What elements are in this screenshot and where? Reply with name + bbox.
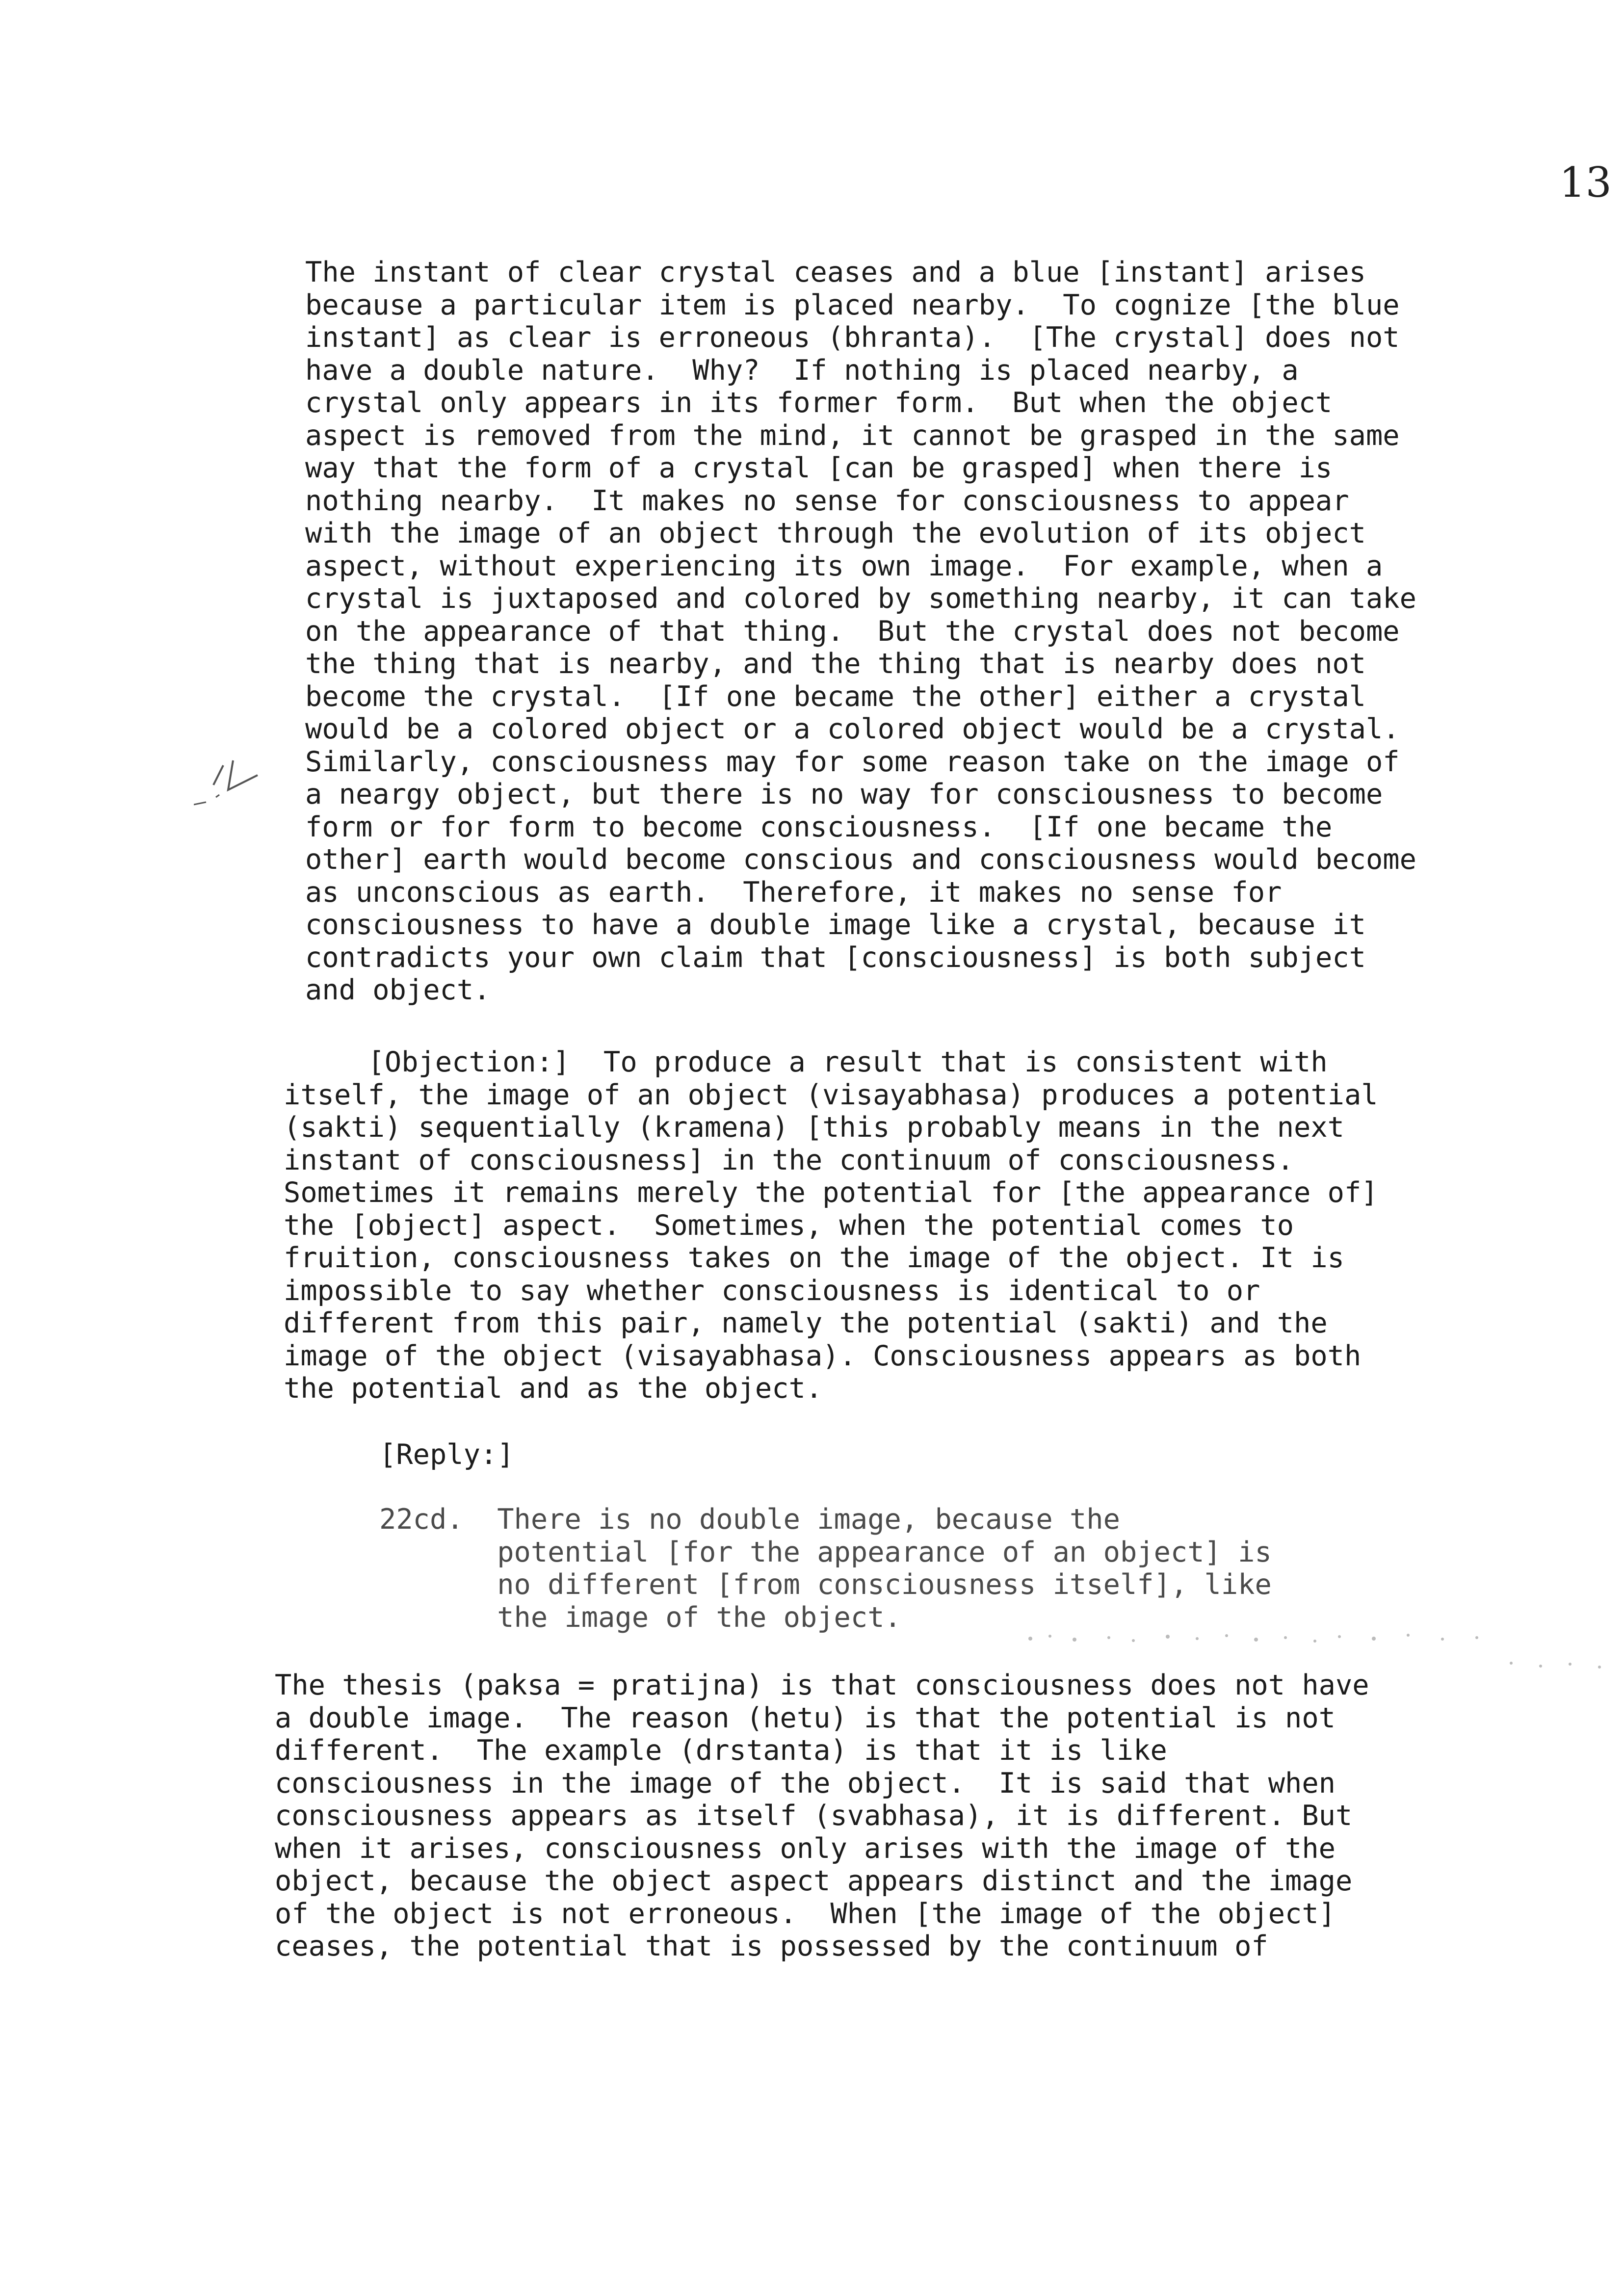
- text-line: way that the form of a crystal [can be grasped] when there is: [305, 452, 1333, 484]
- text-line: itself, the image of an object (visayabhasa) produces a potential: [284, 1078, 1378, 1111]
- verse-line: potential [for the appearance of an object] is: [379, 1536, 1272, 1568]
- text-line: image of the object (visayabhasa). Consciousness appears as both: [284, 1339, 1362, 1372]
- text-line: crystal is juxtaposed and colored by something nearby, it can take: [305, 582, 1416, 615]
- text-line: different from this pair, namely the potential (sakti) and the: [284, 1307, 1328, 1339]
- text-line: because a particular item is placed nearby. To cognize [the blue: [305, 288, 1400, 321]
- text-line: different. The example (drstanta) is that it is like: [275, 1734, 1167, 1767]
- text-line: become the crystal. [If one became the other] either a crystal: [305, 680, 1366, 713]
- text-line: with the image of an object through the evolution of its object: [305, 517, 1366, 549]
- text-line: a neargy object, but there is no way for consciousness to become: [305, 778, 1383, 810]
- text-line: of the object is not erroneous. When [the image of the object]: [275, 1897, 1336, 1930]
- text-line: ceases, the potential that is possessed by the continuum of: [275, 1930, 1268, 1962]
- text-line: instant of consciousness] in the continuum of consciousness.: [284, 1144, 1294, 1176]
- text-line: aspect, without experiencing its own image. For example, when a: [305, 549, 1383, 582]
- text-line: consciousness to have a double image like a crystal, because it: [305, 909, 1366, 941]
- text-line: have a double nature. Why? If nothing is placed nearby, a: [305, 354, 1299, 387]
- text-line: would be a colored object or a colored object would be a crystal.: [305, 713, 1400, 745]
- text-line: [Objection:] To produce a result that is consistent with: [284, 1046, 1328, 1078]
- verse-line: no different [from consciousness itself], like: [379, 1568, 1272, 1601]
- paragraph-thesis: [275, 1669, 1369, 1963]
- text-line: a double image. The reason (hetu) is that the potential is not: [275, 1701, 1336, 1734]
- text-line: instant] as clear is erroneous (bhranta). [The crystal] does not: [305, 321, 1400, 354]
- text-line: Sometimes it remains merely the potential for [the appearance of]: [284, 1176, 1378, 1209]
- verse-22cd: [379, 1503, 1272, 1634]
- text-line: consciousness appears as itself (svabhasa), it is different. But: [275, 1800, 1353, 1832]
- paragraph-objection: [284, 1046, 1378, 1405]
- text-line: other] earth would become conscious and consciousness would become: [305, 843, 1416, 876]
- text-line: form or for form to become consciousness. [If one became the: [305, 810, 1333, 843]
- text-line: The thesis (paksa = pratijna) is that consciousness does not have: [275, 1669, 1369, 1701]
- text-line: contradicts your own claim that [consciousness] is both subject: [305, 941, 1366, 974]
- text-line: the [object] aspect. Sometimes, when the potential comes to: [284, 1209, 1294, 1242]
- text-line: crystal only appears in its former form. But when the object: [305, 387, 1333, 419]
- text-line: impossible to say whether consciousness is identical to or: [284, 1274, 1260, 1307]
- text-line: (sakti) sequentially (kramena) [this probably means in the next: [284, 1111, 1344, 1144]
- handwritten-margin-mark: [194, 756, 277, 814]
- text-line: fruition, consciousness takes on the image of the object. It is: [284, 1242, 1344, 1274]
- text-line: as unconscious as earth. Therefore, it makes no sense for: [305, 876, 1282, 909]
- paragraph-crystal-analogy: [305, 256, 1416, 1007]
- text-line: Similarly, consciousness may for some reason take on the image of: [305, 745, 1400, 778]
- text-line: the potential and as the object.: [284, 1372, 823, 1405]
- text-line: when it arises, consciousness only arises with the image of the: [275, 1832, 1336, 1865]
- text-line: on the appearance of that thing. But the crystal does not become: [305, 615, 1400, 648]
- text-line: nothing nearby. It makes no sense for consciousness to appear: [305, 484, 1349, 517]
- text-line: The instant of clear crystal ceases and a blue [instant] arises: [305, 256, 1366, 288]
- text-line: and object.: [305, 974, 491, 1006]
- verse-line: 22cd. There is no double image, because the: [379, 1503, 1120, 1536]
- verse-line: the image of the object.: [379, 1601, 901, 1634]
- text-line: object, because the object aspect appears distinct and the image: [275, 1865, 1353, 1897]
- reply-label: [Reply:]: [379, 1438, 514, 1471]
- reply-heading: [379, 1438, 514, 1471]
- page-number: 13: [1559, 158, 1612, 207]
- text-line: the thing that is nearby, and the thing that is nearby does not: [305, 648, 1366, 680]
- text-line: consciousness in the image of the object. It is said that when: [275, 1767, 1336, 1800]
- text-line: aspect is removed from the mind, it cannot be grasped in the same: [305, 419, 1400, 452]
